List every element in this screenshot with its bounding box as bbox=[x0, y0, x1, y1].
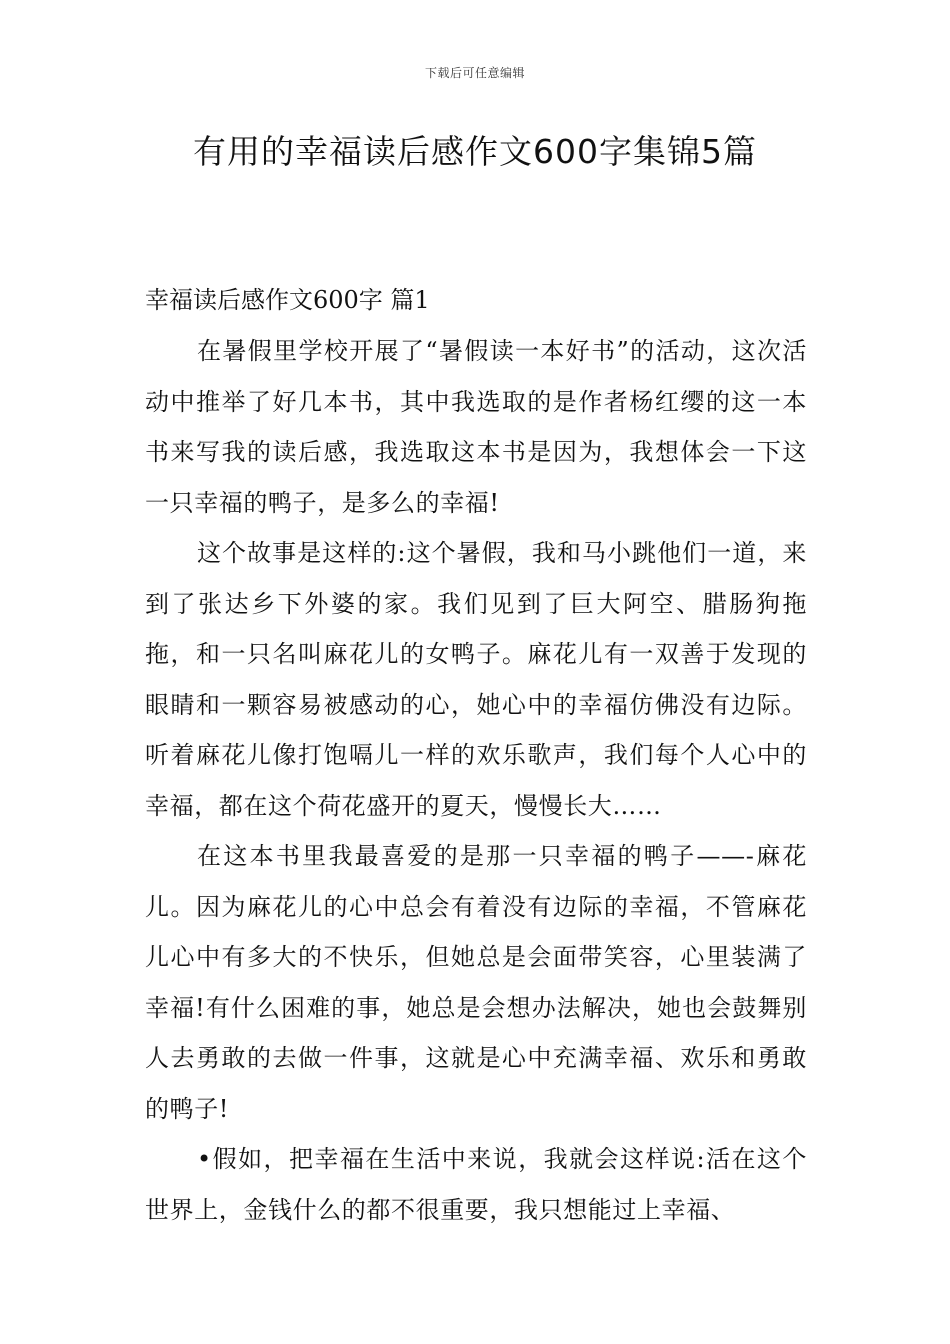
paragraph-4: •假如，把幸福在生活中来说，我就会这样说:活在这个世界上，金钱什么的都不很重要，我只想能过上幸福、 bbox=[145, 1145, 807, 1224]
section-heading: 幸福读后感作文600字 篇1 bbox=[145, 286, 430, 314]
paragraph-3: 在这本书里我最喜爱的是那一只幸福的鸭子——-麻花儿。因为麻花儿的心中总会有着没有边际的幸福，不管麻花儿心中有多大的不快乐，但她总是会面带笑容，心里装满了幸福!有什么困难的事，她总是会想办法解决，她也会鼓舞别人去勇敢的去做一件事，这就是心中充满幸福、欢乐和勇敢的鸭子! bbox=[145, 842, 807, 1123]
document-body bbox=[145, 280, 807, 1235]
paragraph-1: 在暑假里学校开展了“暑假读一本好书”的活动，这次活动中推举了好几本书，其中我选取的是作者杨红缨的这一本书来写我的读后感，我选取这本书是因为，我想体会一下这一只幸福的鸭子，是多么的幸福! bbox=[145, 337, 807, 517]
header-note: 下载后可任意编辑 bbox=[424, 66, 525, 80]
paragraph-2: 这个故事是这样的:这个暑假，我和马小跳他们一道，来到了张达乡下外婆的家。我们见到了巨大阿空、腊肠狗拖拖，和一只名叫麻花儿的女鸭子。麻花儿有一双善于发现的眼睛和一颗容易被感动的心，她心中的幸福仿佛没有边际。听着麻花儿像打饱嗝儿一样的欢乐歌声，我们每个人心中的幸福，都在这个荷花盛开的夏天，慢慢长大…… bbox=[145, 539, 807, 820]
document-title: 有用的幸福读后感作文600字集锦5篇 bbox=[193, 132, 757, 171]
